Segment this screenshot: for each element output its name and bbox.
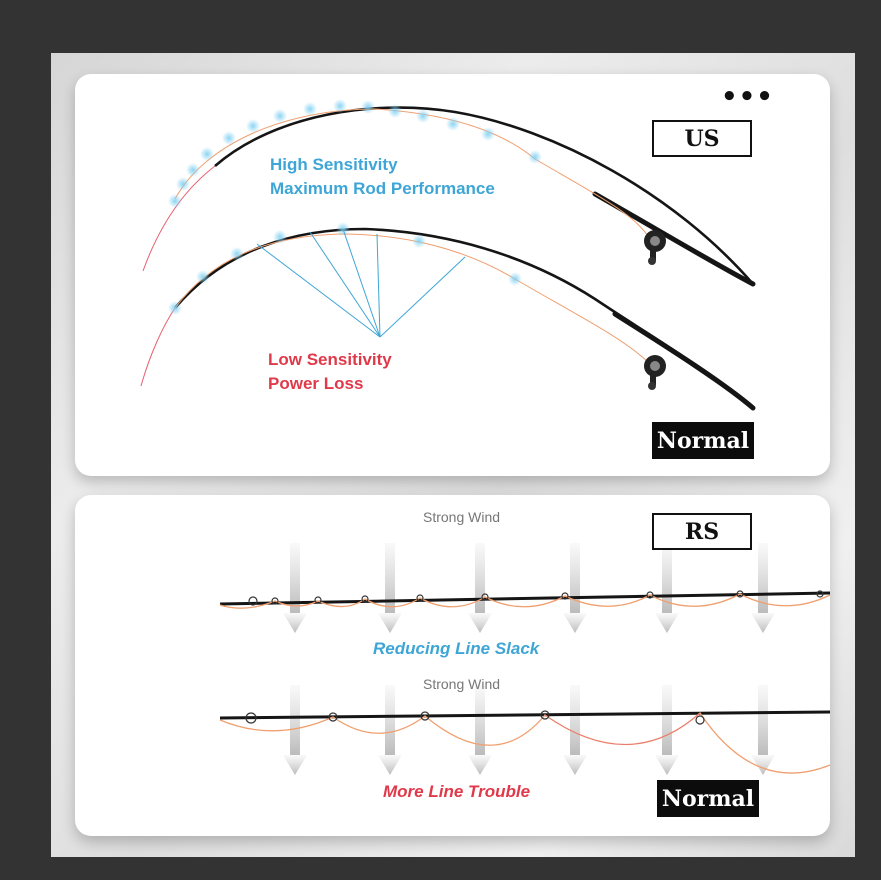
low-sensitivity-subtitle: Power Loss [268, 374, 364, 393]
high-sensitivity-label [270, 153, 495, 201]
comparison-card-line-slack [75, 495, 830, 836]
label-normal-bottom: Normal [657, 780, 759, 817]
label-rs: RS [652, 513, 752, 550]
low-sensitivity-label [268, 348, 392, 396]
high-sensitivity-subtitle: Maximum Rod Performance [270, 179, 495, 198]
wind-arrows [283, 543, 775, 775]
low-sensitivity-title: Low Sensitivity [268, 350, 392, 369]
normal-rod-slack [220, 711, 830, 773]
more-line-trouble-caption: More Line Trouble [383, 782, 531, 801]
rs-rod [220, 591, 830, 608]
label-us: US [652, 120, 752, 157]
reducing-line-slack-caption: Reducing Line Slack [373, 639, 540, 658]
ellipsis-icon[interactable]: ••• [721, 82, 774, 112]
strong-wind-label-top: Strong Wind [423, 509, 501, 525]
comparison-card-sensitivity [75, 74, 830, 476]
high-sensitivity-title: High Sensitivity [270, 155, 398, 174]
image-frame [51, 53, 855, 857]
label-normal-top: Normal [652, 422, 754, 459]
strong-wind-label-bottom: Strong Wind [423, 676, 501, 692]
